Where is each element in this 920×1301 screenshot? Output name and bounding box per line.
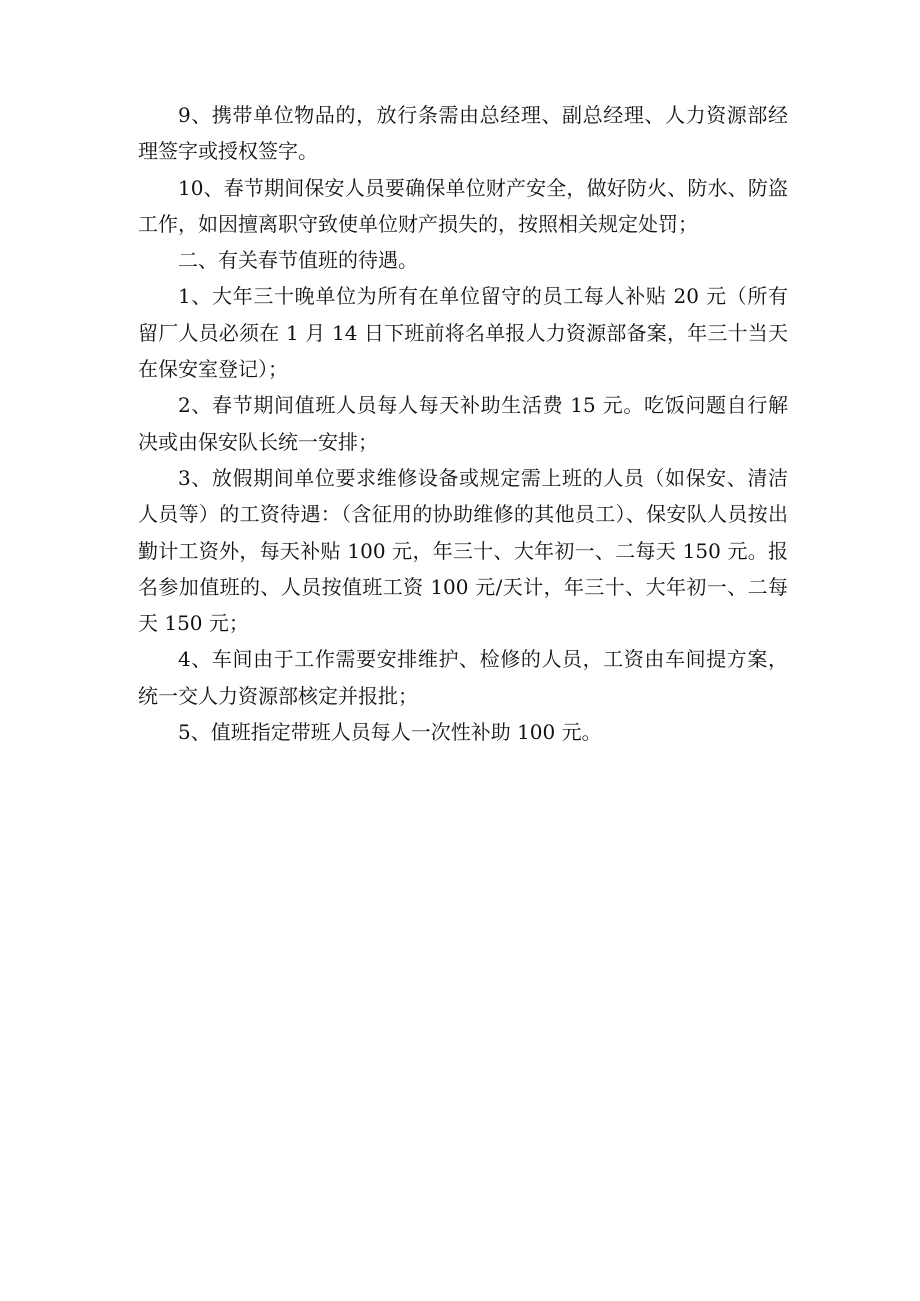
paragraph-benefit-5: 5、值班指定带班人员每人一次性补助 100 元。 bbox=[178, 720, 602, 745]
paragraph-benefit-4: 4、车间由于工作需要安排维护、检修的人员，工资由车间提方案，统一交人力资源部核定并报批； bbox=[138, 647, 788, 708]
paragraph-item-9-pass: 9、携带单位物品的，放行条需由总经理、副总经理、人力资源部经理签字或授权签字。 bbox=[138, 103, 788, 164]
paragraph-item-10-security: 10、春节期间保安人员要确保单位财产安全，做好防火、防水、防盗工作，如因擅离职守致使单位财产损失的，按照相关规定处罚； bbox=[138, 175, 788, 236]
paragraph-benefit-1: 1、大年三十晚单位为所有在单位留守的员工每人补贴 20 元（所有留厂人员必须在 1 月 14 日下班前将名单报人力资源部备案，年三十当天在保安室登记）； bbox=[138, 284, 788, 382]
document-body bbox=[138, 97, 788, 750]
section-heading-duty-benefits: 二、有关春节值班的待遇。 bbox=[178, 248, 418, 273]
paragraph-benefit-2: 2、春节期间值班人员每人每天补助生活费 15 元。吃饭问题自行解决或由保安队长统一安排； bbox=[138, 393, 788, 454]
paragraph-benefit-3: 3、放假期间单位要求维修设备或规定需上班的人员（如保安、清洁人员等）的工资待遇：（含征用的协助维修的其他员工）、保安队人员按出勤计工资外，每天补贴 100 元，年三十、大年初一、二每天 150 元。报名参加值班的、人员按值班工资 100 元/天计，年三十、大年初一、二每天 150 元； bbox=[138, 465, 788, 636]
